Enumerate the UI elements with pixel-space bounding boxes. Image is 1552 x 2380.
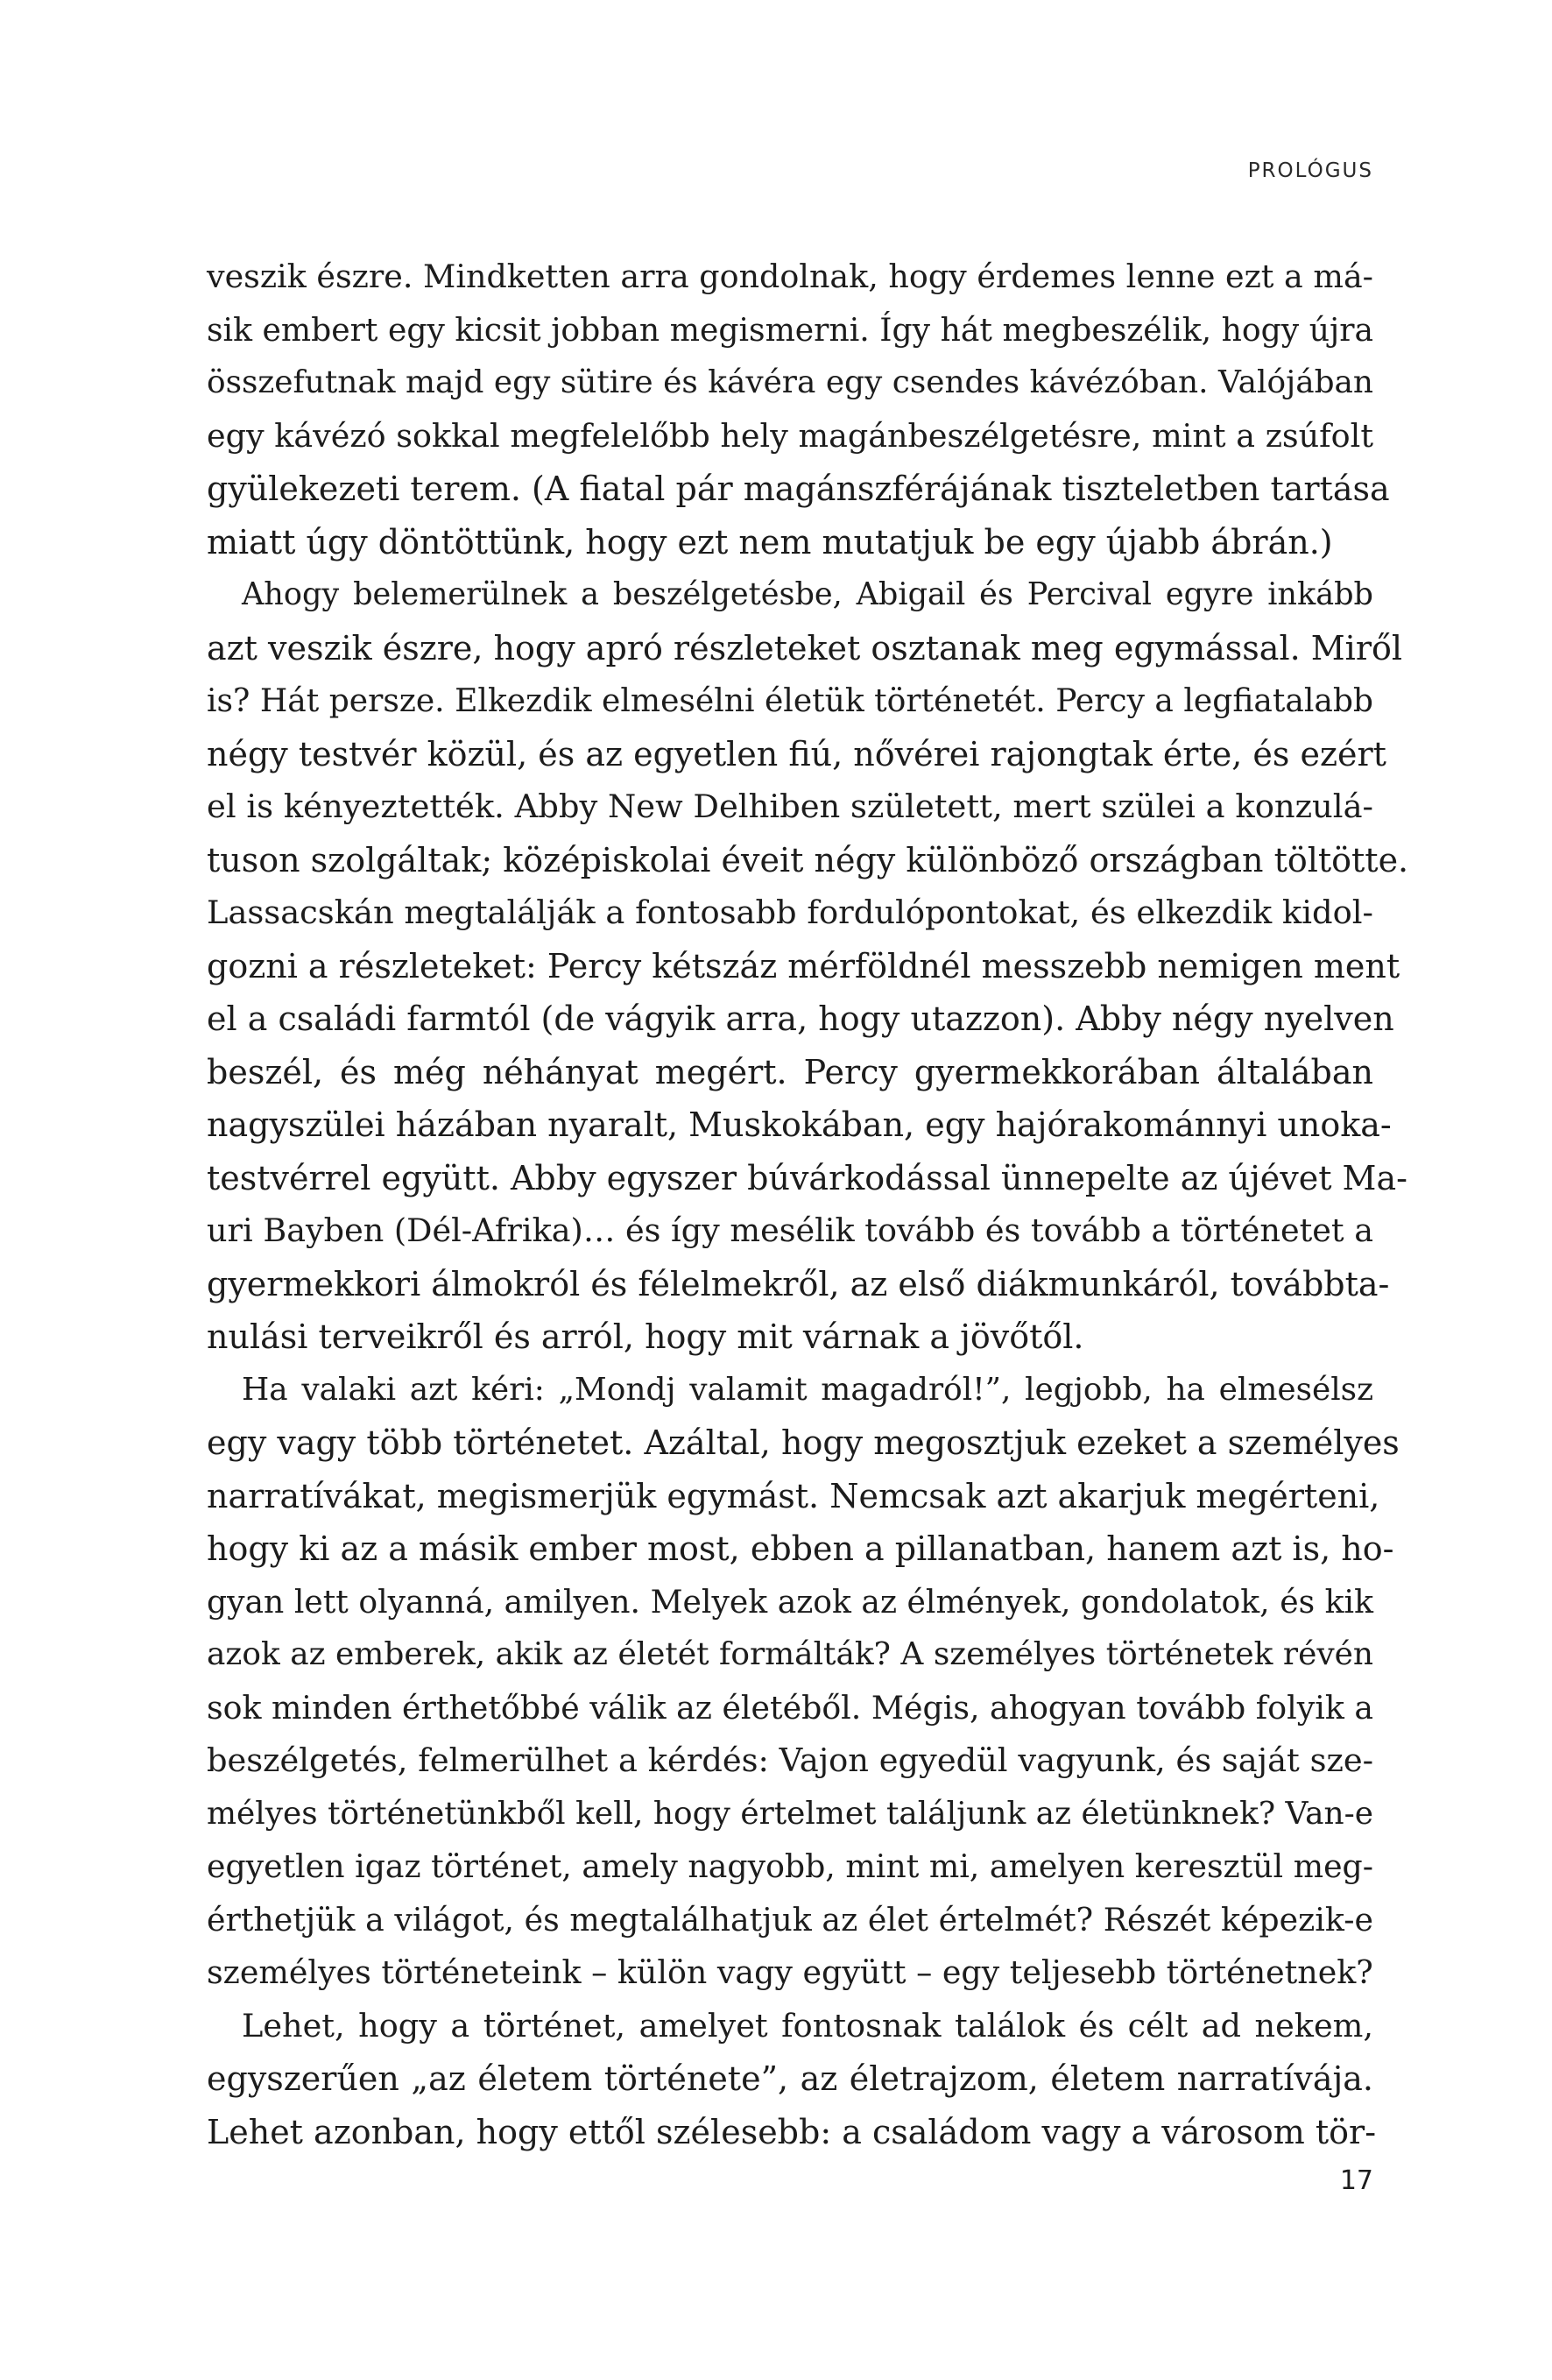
- paragraph: [207, 1364, 1400, 2000]
- text-line: azt veszik észre, hogy apró részleteket osztanak meg egymással. Miről: [207, 628, 1403, 667]
- text-line: érthetjük a világot, és megtalálhatjuk az élet értelmét? Részét képezik-e: [207, 1900, 1373, 1939]
- text-line: egy vagy több történetet. Azáltal, hogy megosztjuk ezeket a személyes: [207, 1423, 1400, 1462]
- text-line: hogy ki az a másik ember most, ebben a pillanatban, hanem azt is, ho-: [207, 1529, 1394, 1568]
- text-line: Lehet azonban, hogy ettől szélesebb: a családom vagy a városom tör-: [207, 2112, 1377, 2151]
- text-line: nulási terveikről és arról, hogy mit várnak a jövőtől.: [207, 1317, 1084, 1356]
- text-line: személyes történeteink – külön vagy együtt – egy teljesebb történetnek?: [207, 1953, 1373, 1991]
- text-line: tuson szolgáltak; középiskolai éveit négy különböző országban töltötte.: [207, 840, 1409, 879]
- text-line: testvérrel együtt. Abby egyszer búvárkodással ünnepelte az újévet Ma-: [207, 1158, 1407, 1197]
- text-line: veszik észre. Mindketten arra gondolnak, hogy érdemes lenne ezt a má-: [207, 258, 1373, 295]
- paragraph: [207, 2000, 1377, 2159]
- body-text: [207, 251, 1409, 2158]
- text-line: beszél, és még néhányat megért. Percy gyermekkorában általában: [207, 1052, 1373, 1091]
- text-line: egy kávézó sokkal megfelelőbb hely magánbeszélgetésre, mint a zsúfolt: [207, 416, 1373, 455]
- text-line: miatt úgy döntöttünk, hogy ezt nem mutatjuk be egy újabb ábrán.): [207, 522, 1333, 561]
- text-line: sik embert egy kicsit jobban megismerni. Így hát megbeszélik, hogy újra: [207, 310, 1373, 349]
- paragraph: [207, 569, 1409, 1364]
- text-line: négy testvér közül, és az egyetlen fiú, nővérei rajongtak érte, és ezért: [207, 734, 1386, 773]
- text-line: egyetlen igaz történet, amely nagyobb, mint mi, amelyen keresztül meg-: [207, 1847, 1373, 1885]
- text-line: gyermekkori álmokról és félelmekről, az első diákmunkáról, továbbta-: [207, 1264, 1390, 1303]
- text-line: beszélgetés, felmerülhet a kérdés: Vajon egyedül vagyunk, és saját sze-: [207, 1741, 1373, 1779]
- text-line: nagyszülei házában nyaralt, Muskokában, egy hajórakománnyi unoka-: [207, 1105, 1392, 1144]
- text-line: mélyes történetünkből kell, hogy értelmet találjunk az életünknek? Van-e: [207, 1795, 1373, 1832]
- running-header: PROLÓGUS: [1247, 159, 1373, 182]
- text-line: narratívákat, megismerjük egymást. Nemcsak azt akarjuk megérteni,: [207, 1476, 1380, 1515]
- text-line: sok minden érthetőbbé válik az életéből. Mégis, ahogyan tovább folyik a: [207, 1688, 1373, 1727]
- text-line: egyszerűen „az életem története”, az életrajzom, életem narratívája.: [207, 2059, 1373, 2098]
- text-line: Lassacskán megtalálják a fontosabb fordulópontokat, és elkezdik kidol-: [207, 893, 1373, 931]
- paragraph: [207, 251, 1390, 569]
- text-line: Ahogy belemerülnek a beszélgetésbe, Abigail és Percival egyre inkább: [242, 576, 1373, 612]
- text-line: Lehet, hogy a történet, amelyet fontosnak találok és célt ad nekem,: [242, 2006, 1373, 2045]
- text-line: el is kényeztették. Abby New Delhiben született, mert szülei a konzulá-: [207, 787, 1373, 825]
- text-line: Ha valaki azt kéri: „Mondj valamit magadról!”, legjobb, ha elmesélsz: [242, 1371, 1373, 1408]
- text-line: összefutnak majd egy sütire és kávéra egy csendes kávézóban. Valójában: [207, 364, 1373, 400]
- text-line: gozni a részleteket: Percy kétszáz mérföldnél messzebb nemigen ment: [207, 946, 1400, 985]
- page-number: 17: [1339, 2165, 1373, 2196]
- text-line: gyülekezeti terem. (A fiatal pár magánszférájának tiszteletben tartása: [207, 470, 1390, 508]
- text-line: is? Hát persze. Elkezdik elmesélni életük történetét. Percy a legfiatalabb: [207, 682, 1373, 719]
- text-line: el a családi farmtól (de vágyik arra, hogy utazzon). Abby négy nyelven: [207, 999, 1394, 1038]
- text-line: azok az emberek, akik az életét formálták? A személyes történetek révén: [207, 1636, 1373, 1672]
- text-line: gyan lett olyanná, amilyen. Melyek azok az élmények, gondolatok, és kik: [207, 1582, 1373, 1621]
- text-line: uri Bayben (Dél-Afrika)… és így mesélik tovább és tovább a történetet a: [207, 1211, 1374, 1249]
